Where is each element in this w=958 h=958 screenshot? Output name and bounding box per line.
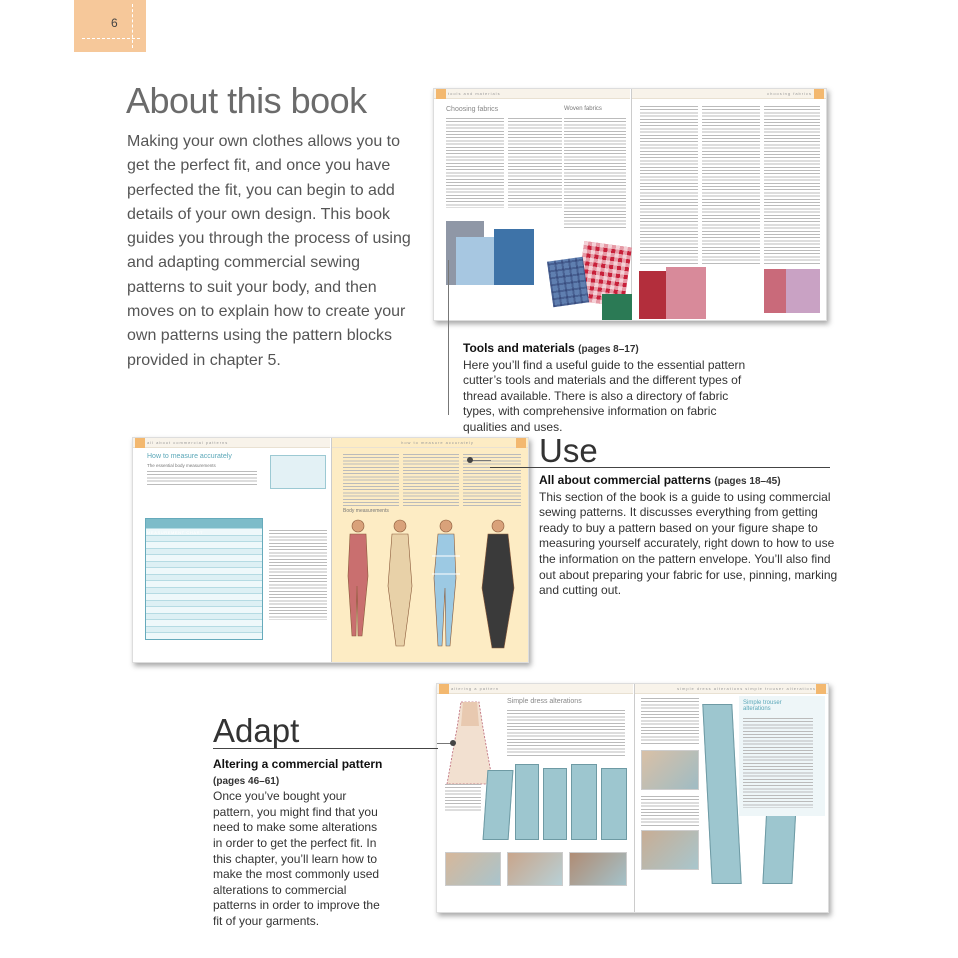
- use-rule: [490, 467, 830, 468]
- adapt-side-note: [445, 784, 481, 812]
- measurement-table-header: [146, 519, 262, 528]
- use-caption-title: All about commercial patterns: [539, 473, 712, 487]
- alteration-photo: [569, 852, 627, 886]
- tools-caption: [463, 341, 763, 436]
- fabric-swatch-blue-check: [547, 257, 589, 308]
- tools-spread-title: Choosing fabrics: [446, 106, 499, 113]
- tools-spread-sub: Woven fabrics: [564, 106, 602, 112]
- use-figure-label: Body measurements: [343, 508, 389, 514]
- dress-bodice: [461, 702, 479, 726]
- adapt-right-text-2: [641, 796, 699, 826]
- trouser-info-text: [743, 718, 813, 808]
- tools-right-page-number: [814, 89, 824, 99]
- adapt-leader-dot: [450, 740, 456, 746]
- use-spread-header-right: how to measure accurately: [331, 438, 529, 448]
- tools-caption-body: Here you’ll find a useful guide to the essential pattern cutter’s tools and materials and the different types of thread available. There is also a directory of fabric types, with comprehensive information on fabric qualities and uses.: [463, 357, 746, 434]
- figure-4: [482, 520, 514, 648]
- adapt-spread-title: Simple dress alterations: [507, 698, 582, 705]
- page-number: 6: [111, 16, 118, 30]
- use-left-page-number: [135, 438, 145, 448]
- use-intro-text: [147, 471, 257, 487]
- measurement-table: [145, 518, 263, 640]
- pattern-piece: [601, 768, 627, 840]
- figure-2-body: [388, 534, 412, 646]
- use-tip-box: [270, 455, 326, 489]
- use-caption-body: This section of the book is a guide to using commercial sewing patterns. It discusses everything from getting ready to buy a pattern based on your figure shape to measuring yourself accurately, right down to how to use the information on the pattern envelope. You’ll also find out about preparing your fabric for use, pinning, marking and cutting out.: [539, 489, 838, 598]
- pattern-piece: [543, 768, 567, 840]
- figure-4-body: [482, 534, 514, 648]
- use-body-text: [269, 530, 327, 620]
- adapt-spread-header: altering a pattern: [437, 684, 633, 694]
- adapt-caption-pages: (pages 46–61): [213, 775, 280, 787]
- use-right-text-1: [343, 454, 399, 506]
- adapt-right-text: [641, 698, 699, 746]
- adapt-caption-body: Once you’ve bought your pattern, you might find that you need to make some alterations in order to get the perfect fit. In this chapter, you’ll learn how to make the most commonly used alterations to commercial patterns in order to improve the fit of your garments.: [213, 789, 380, 928]
- adapt-caption: [213, 757, 385, 930]
- use-right-text-2: [403, 454, 459, 506]
- tools-right-col-2: [702, 106, 760, 266]
- adapt-left-page-number: [439, 684, 449, 694]
- adapt-intro-text: [507, 710, 625, 756]
- pattern-piece: [483, 770, 514, 840]
- use-caption-pages: (pages 18–45): [714, 476, 781, 487]
- use-leader-dot: [467, 457, 473, 463]
- figure-1-head: [352, 520, 364, 532]
- adapt-spread: [436, 683, 829, 913]
- figure-1: [348, 520, 368, 636]
- fabric-swatch-green: [602, 294, 632, 321]
- tools-caption-pages: (pages 8–17): [578, 344, 639, 355]
- trouser-pattern-piece: [702, 704, 741, 884]
- figure-3: [432, 520, 460, 646]
- adapt-right-title: Simple trouser alterations: [743, 700, 782, 712]
- tools-text-block-3: [564, 118, 626, 228]
- figure-4-head: [492, 520, 504, 532]
- tools-leader-line: [448, 260, 449, 415]
- adapt-caption-title: Altering a commercial pattern: [213, 757, 383, 771]
- use-figures: [338, 516, 528, 662]
- use-spread: [132, 437, 529, 663]
- figure-3-body: [434, 534, 456, 646]
- use-spread-title: How to measure accurately: [147, 453, 232, 460]
- tools-right-col-3: [764, 106, 820, 266]
- figure-3-head: [440, 520, 452, 532]
- use-caption: [539, 473, 839, 599]
- tools-text-block-2: [508, 118, 562, 208]
- adapt-rule: [213, 748, 438, 749]
- adapt-spread-header-right: simple dress alterations simple trouser alterations: [634, 684, 829, 694]
- use-title: Use: [539, 432, 598, 469]
- measurement-table-title: MEASUREMENT CHART: [147, 530, 204, 535]
- adapt-gutter: [634, 684, 635, 912]
- tools-spread-header-right: choosing fabrics: [631, 89, 827, 99]
- pattern-piece: [515, 764, 539, 840]
- about-intro: Making your own clothes allows you to get the perfect fit, and once you have perfected the fit, you can begin to add details of your own design. This book guides you through the process of using and adapting commercial sewing patterns to suit your body, and then moves on to explain how to create your own patterns using the pattern blocks provided in chapter 5.: [127, 133, 411, 369]
- tools-right-col-1: [640, 106, 698, 266]
- tools-spread: [433, 88, 827, 321]
- tools-text-block: [446, 118, 504, 208]
- figure-2: [388, 520, 412, 646]
- adapt-right-page-number: [816, 684, 826, 694]
- fabric-swatch-pink: [666, 267, 706, 319]
- fabric-swatch-light-blue: [456, 237, 494, 285]
- use-leader-line: [471, 460, 491, 461]
- tools-caption-title: Tools and materials: [463, 341, 575, 355]
- tab-dash-vertical: [132, 4, 133, 48]
- adapt-title: Adapt: [213, 712, 300, 749]
- use-spread-sub: The essential body measurements: [147, 463, 216, 468]
- fabric-swatch-lavender: [786, 269, 820, 313]
- use-right-page-number: [516, 438, 526, 448]
- tools-spread-header: tools and materials: [434, 89, 630, 99]
- tools-gutter: [631, 89, 632, 320]
- table-row: [146, 632, 262, 639]
- alteration-photo: [507, 852, 563, 886]
- tools-left-page-number: [436, 89, 446, 99]
- use-spread-header: all about commercial patterns: [133, 438, 330, 448]
- alteration-photo: [641, 830, 699, 870]
- alteration-photo: [641, 750, 699, 790]
- alteration-photo: [445, 852, 501, 886]
- fabric-swatch-blue: [494, 229, 534, 285]
- figure-2-head: [394, 520, 406, 532]
- figure-1-body: [348, 534, 368, 636]
- page-tab: [74, 0, 146, 52]
- about-title: About this book: [126, 80, 367, 121]
- pattern-piece: [571, 764, 597, 840]
